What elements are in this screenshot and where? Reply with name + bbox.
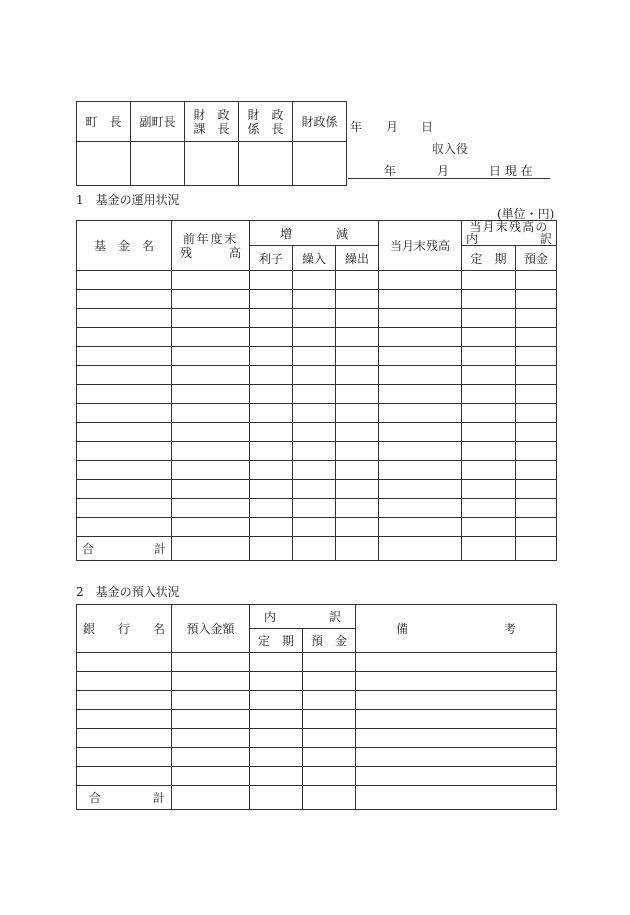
table-cell [77, 461, 172, 480]
table-cell [462, 423, 516, 442]
table-cell [172, 767, 250, 786]
table-cell [462, 328, 516, 347]
table-cell [356, 748, 557, 767]
table-cell [379, 423, 462, 442]
table-cell [250, 271, 293, 290]
table-row [77, 442, 557, 461]
col-change: 増 減 [250, 221, 379, 246]
table-cell [77, 480, 172, 499]
table-row [77, 385, 557, 404]
table-cell [77, 518, 172, 537]
col-prev-bottom: 残 高 [180, 245, 241, 260]
table-row [77, 423, 557, 442]
table-cell [77, 691, 172, 710]
table-cell [172, 442, 250, 461]
table-row [77, 710, 557, 729]
table-cell [462, 347, 516, 366]
table-cell [336, 480, 379, 499]
date-month-label: 月 [386, 120, 399, 134]
table-cell [336, 271, 379, 290]
table-cell [77, 309, 172, 328]
table-cell [516, 423, 557, 442]
table-cell [77, 710, 172, 729]
table-cell [172, 309, 250, 328]
section2-title: 2 基金の預入状況 [76, 585, 180, 599]
total-label: 合 計 [77, 786, 172, 810]
table-cell [303, 767, 356, 786]
table-cell [516, 404, 557, 423]
table-cell [172, 385, 250, 404]
table-row [77, 499, 557, 518]
table-row [77, 691, 557, 710]
table-cell [77, 366, 172, 385]
table-cell [172, 290, 250, 309]
table-cell [250, 518, 293, 537]
table-cell [293, 385, 336, 404]
table-cell [516, 328, 557, 347]
table-cell [462, 366, 516, 385]
col-month-end-balance: 当月末残高 [379, 221, 462, 271]
approval-header-finance-section-chief: 財 政 課 長 [185, 102, 239, 142]
table-cell [250, 461, 293, 480]
table-cell [77, 672, 172, 691]
table-cell [356, 653, 557, 672]
table-row [77, 767, 557, 786]
table-cell [172, 748, 250, 767]
table-cell [293, 423, 336, 442]
table-row [77, 729, 557, 748]
table-cell [250, 404, 293, 423]
table-cell [293, 461, 336, 480]
table-cell [379, 499, 462, 518]
table-cell [293, 518, 336, 537]
table-cell [462, 461, 516, 480]
approval-stamp-box [239, 142, 293, 186]
table-row [77, 328, 557, 347]
table-cell [462, 271, 516, 290]
col-prev-top: 前年度末 [182, 231, 239, 246]
table-cell [356, 710, 557, 729]
table-cell [462, 404, 516, 423]
table-cell [250, 480, 293, 499]
table-cell [379, 290, 462, 309]
table-row [77, 271, 557, 290]
col-breakdown: 当月末残高の 内 訳 [462, 221, 557, 246]
table-cell [172, 653, 250, 672]
fund-status-table [76, 220, 557, 561]
approval-header-finance-staff: 財政係 [293, 102, 347, 142]
table-cell [336, 328, 379, 347]
table-cell [516, 290, 557, 309]
table-cell [250, 767, 303, 786]
deposit-status-table [76, 604, 557, 810]
table-row [77, 366, 557, 385]
table-cell [516, 480, 557, 499]
table-cell [336, 309, 379, 328]
table-cell [336, 518, 379, 537]
as-of-day-label: 日 現 在 [489, 164, 533, 178]
table-cell [77, 404, 172, 423]
table-cell [293, 404, 336, 423]
table-cell [462, 480, 516, 499]
table-cell [250, 672, 303, 691]
table-cell [250, 309, 293, 328]
table-cell [336, 290, 379, 309]
table-cell [516, 499, 557, 518]
table-cell [303, 729, 356, 748]
table-cell [250, 423, 293, 442]
table-cell [293, 290, 336, 309]
table-cell [250, 653, 303, 672]
table-row [77, 404, 557, 423]
table-cell [379, 518, 462, 537]
table-cell [250, 347, 293, 366]
table-cell [516, 309, 557, 328]
table-cell [356, 767, 557, 786]
col-transfer-out: 繰出 [336, 246, 379, 271]
table-row [77, 672, 557, 691]
table-cell [356, 672, 557, 691]
col-demand-deposit: 預 金 [303, 629, 356, 653]
table-cell [379, 366, 462, 385]
table-cell [250, 442, 293, 461]
table-cell [172, 404, 250, 423]
table-cell [172, 347, 250, 366]
table-cell [303, 653, 356, 672]
approval-stamp-box [77, 142, 131, 186]
table-cell [77, 290, 172, 309]
table-cell [516, 461, 557, 480]
table-cell [172, 423, 250, 442]
table-cell [250, 710, 303, 729]
table-cell [516, 518, 557, 537]
table-cell [336, 385, 379, 404]
table-cell [77, 767, 172, 786]
approval-header-mayor: 町 長 [77, 102, 131, 142]
col-transfer-in: 繰入 [293, 246, 336, 271]
table-cell [77, 653, 172, 672]
table-cell [250, 729, 303, 748]
approval-stamp-box [185, 142, 239, 186]
table-cell [462, 518, 516, 537]
table-cell [293, 442, 336, 461]
col-remarks: 備 考 [356, 605, 557, 653]
table-cell [250, 691, 303, 710]
table-cell [172, 729, 250, 748]
table-cell [77, 423, 172, 442]
table-cell [303, 691, 356, 710]
table-cell [516, 347, 557, 366]
table-cell [356, 729, 557, 748]
table-cell [379, 328, 462, 347]
table-cell [336, 442, 379, 461]
total-label: 合 計 [77, 537, 172, 561]
table-cell [77, 729, 172, 748]
table-cell [379, 461, 462, 480]
col-demand-deposit: 預金 [516, 246, 557, 271]
table-row [77, 290, 557, 309]
table-row [77, 748, 557, 767]
table-cell [293, 366, 336, 385]
table-row [77, 461, 557, 480]
table-cell [172, 710, 250, 729]
table-cell [77, 271, 172, 290]
table-cell [516, 442, 557, 461]
col-fund-name: 基 金 名 [77, 221, 172, 271]
date-day-label: 日 [421, 120, 434, 134]
table-cell [293, 309, 336, 328]
approval-stamp-box [131, 142, 185, 186]
table-cell [77, 748, 172, 767]
table-cell [336, 461, 379, 480]
table-row [77, 653, 557, 672]
table-cell [77, 442, 172, 461]
table-cell [172, 366, 250, 385]
table-cell [379, 404, 462, 423]
table-cell [303, 710, 356, 729]
table-cell [516, 385, 557, 404]
table-cell [336, 347, 379, 366]
as-of-underline [348, 178, 550, 179]
table-cell [336, 423, 379, 442]
table-row [77, 309, 557, 328]
table-cell [250, 499, 293, 518]
table-cell [77, 328, 172, 347]
table-row [77, 518, 557, 537]
col-breakdown-title: 当月末残高の [469, 220, 549, 234]
table-cell [462, 309, 516, 328]
table-cell [172, 691, 250, 710]
section1-unit: (単位・円) [497, 207, 555, 221]
table-cell [356, 691, 557, 710]
table-cell [250, 385, 293, 404]
date-year-label: 年 [350, 120, 363, 134]
table-cell [172, 672, 250, 691]
table-cell [293, 499, 336, 518]
col-breakdown: 内 訳 [250, 605, 356, 629]
table-row [77, 480, 557, 499]
table-cell [379, 309, 462, 328]
approval-table [76, 101, 347, 186]
table-cell [462, 385, 516, 404]
approval-header-deputy-mayor: 副町長 [131, 102, 185, 142]
as-of-month-label: 月 [437, 164, 450, 178]
table-cell [516, 271, 557, 290]
table-cell [303, 672, 356, 691]
table-cell [77, 499, 172, 518]
table-cell [77, 385, 172, 404]
table-cell [250, 748, 303, 767]
col-prev-year-end-balance [172, 221, 250, 271]
table-cell [336, 366, 379, 385]
table-cell [250, 366, 293, 385]
table-cell [379, 442, 462, 461]
table-cell [172, 461, 250, 480]
approval-header-finance-subsection-chief: 財 政 係 長 [239, 102, 293, 142]
table-cell [172, 271, 250, 290]
table-cell [303, 748, 356, 767]
table-cell [172, 480, 250, 499]
as-of-year-label: 年 [384, 164, 397, 178]
table-cell [336, 404, 379, 423]
table-cell [293, 328, 336, 347]
table-cell [379, 271, 462, 290]
table-cell [379, 480, 462, 499]
table-cell [293, 271, 336, 290]
table-cell [250, 290, 293, 309]
col-fixed-deposit: 定 期 [462, 246, 516, 271]
table-cell [462, 290, 516, 309]
col-deposit-amount: 預入金額 [172, 605, 250, 653]
table-cell [172, 328, 250, 347]
treasurer-label: 収入役 [432, 142, 469, 156]
approval-stamp-box [293, 142, 347, 186]
table-cell [293, 347, 336, 366]
col-fixed-deposit: 定 期 [250, 629, 303, 653]
col-interest: 利子 [250, 246, 293, 271]
col-bank-name: 銀 行 名 [77, 605, 172, 653]
table-cell [379, 347, 462, 366]
table-cell [516, 366, 557, 385]
table-cell [462, 499, 516, 518]
table-cell [172, 518, 250, 537]
table-cell [77, 347, 172, 366]
table-cell [250, 328, 293, 347]
table-cell [379, 385, 462, 404]
table-cell [462, 442, 516, 461]
table-row [77, 347, 557, 366]
section1-title: 1 基金の運用状況 [76, 193, 180, 207]
table-cell [336, 499, 379, 518]
table-cell [293, 480, 336, 499]
table-cell [172, 499, 250, 518]
